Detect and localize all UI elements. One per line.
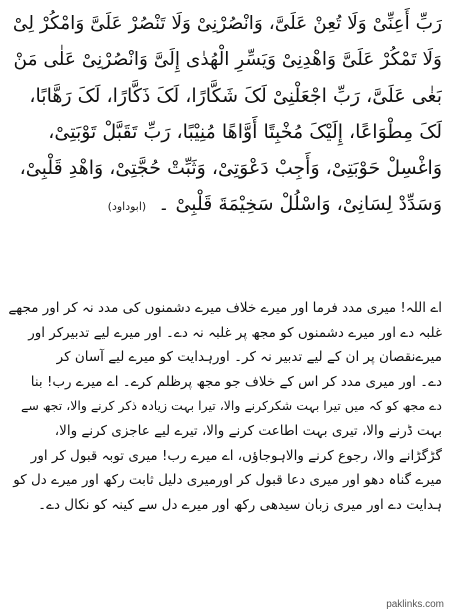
arabic-dua-line: لَکَ مِطْوَاعًا، إِلَیْکَ مُخْبِتًا أَوَّاهًا مُنِیْبًا، رَبِّ تَقَبَّلْ تَوْبَتِیْ، xyxy=(48,121,442,143)
urdu-translation-line: ہدایت دے اور میری زبان سیدھی رکھ اور میرے دل سے کینہ کو نکال دے۔ xyxy=(38,496,442,513)
urdu-translation-line: میرے گناہ دھو اور میری دعا قبول کر اورمیری دلیل ثابت رکھ اور میرے دل کو xyxy=(13,472,442,489)
arabic-dua-line: بَغٰی عَلَیَّ، رَبِّ اجْعَلْنِیْ لَکَ شَکَّارًا، لَکَ ذَکَّارًا، لَکَ رَهَّابًا، xyxy=(29,85,442,107)
arabic-dua-line: وَاغْسِلْ حَوْبَتِیْ، وَأَجِبْ دَعْوَتِیْ، وَثَبِّتْ حُجَّتِیْ، وَاهْدِ قَلْبِیْ، xyxy=(19,157,442,179)
arabic-dua-last-line xyxy=(8,186,442,222)
arabic-dua-line: رَبِّ أَعِنِّیْ وَلَا تُعِنْ عَلَیَّ، وَانْصُرْنِیْ وَلَا تَنْصُرْ عَلَیَّ وَامْکُرْ لِیْ xyxy=(12,13,442,34)
arabic-dua-line: وَلَا تَمْکُرْ عَلَیَّ وَاهْدِنِیْ وَیَسِّرِ الْهُدٰی إِلَیَّ وَانْصُرْنِیْ عَلٰی مَنْ xyxy=(13,49,442,70)
urdu-translation-line: اے اللہ! میری مدد فرما اور میرے خلاف میرے دشمنوں کی مدد نہ کر اور مجھے xyxy=(8,300,442,316)
urdu-translation-line: غلبہ دے اور میرے دشمنوں کو مجھ پر غلبہ نہ دے۔ اور میرے لیے تدبیرکر اور xyxy=(28,324,442,341)
urdu-translation-line: دے۔ اور میری مدد کر اس کے خلاف جو مجھ پرظلم کرے۔ اے میرے رب! بنا xyxy=(30,373,442,390)
urdu-translation-block xyxy=(8,296,442,517)
urdu-translation-line: گڑگڑانے والا، رجوع کرنے والاہوجاؤں، اے میرے رب! میری توبہ قبول کر اور xyxy=(30,447,442,464)
urdu-translation-line: میرےنقصان پر ان کے لیے تدبیر نہ کر۔ اورہدایت کو میرے لیے آسان کر xyxy=(56,349,442,366)
site-watermark: paklinks.com xyxy=(386,599,444,610)
urdu-translation-line: دے مجھ کو کہ میں تیرا بہت شکرکرنے والا، تیرا بہت زیادہ ذکر کرنے والا، تجھ سے xyxy=(21,398,442,414)
hadith-reference: (ابوداود) xyxy=(107,200,147,213)
arabic-dua-block xyxy=(8,6,442,222)
urdu-translation-line: بہت ڈرنے والا، تیری بہت اطاعت کرنے والا، تیرے لیے عاجزی کرنے والا، xyxy=(54,422,442,439)
arabic-dua-line-text: وَسَدِّدْ لِسَانِیْ، وَاسْلُلْ سَخِیْمَةَ قَلْبِیْ ۔ xyxy=(158,193,442,215)
